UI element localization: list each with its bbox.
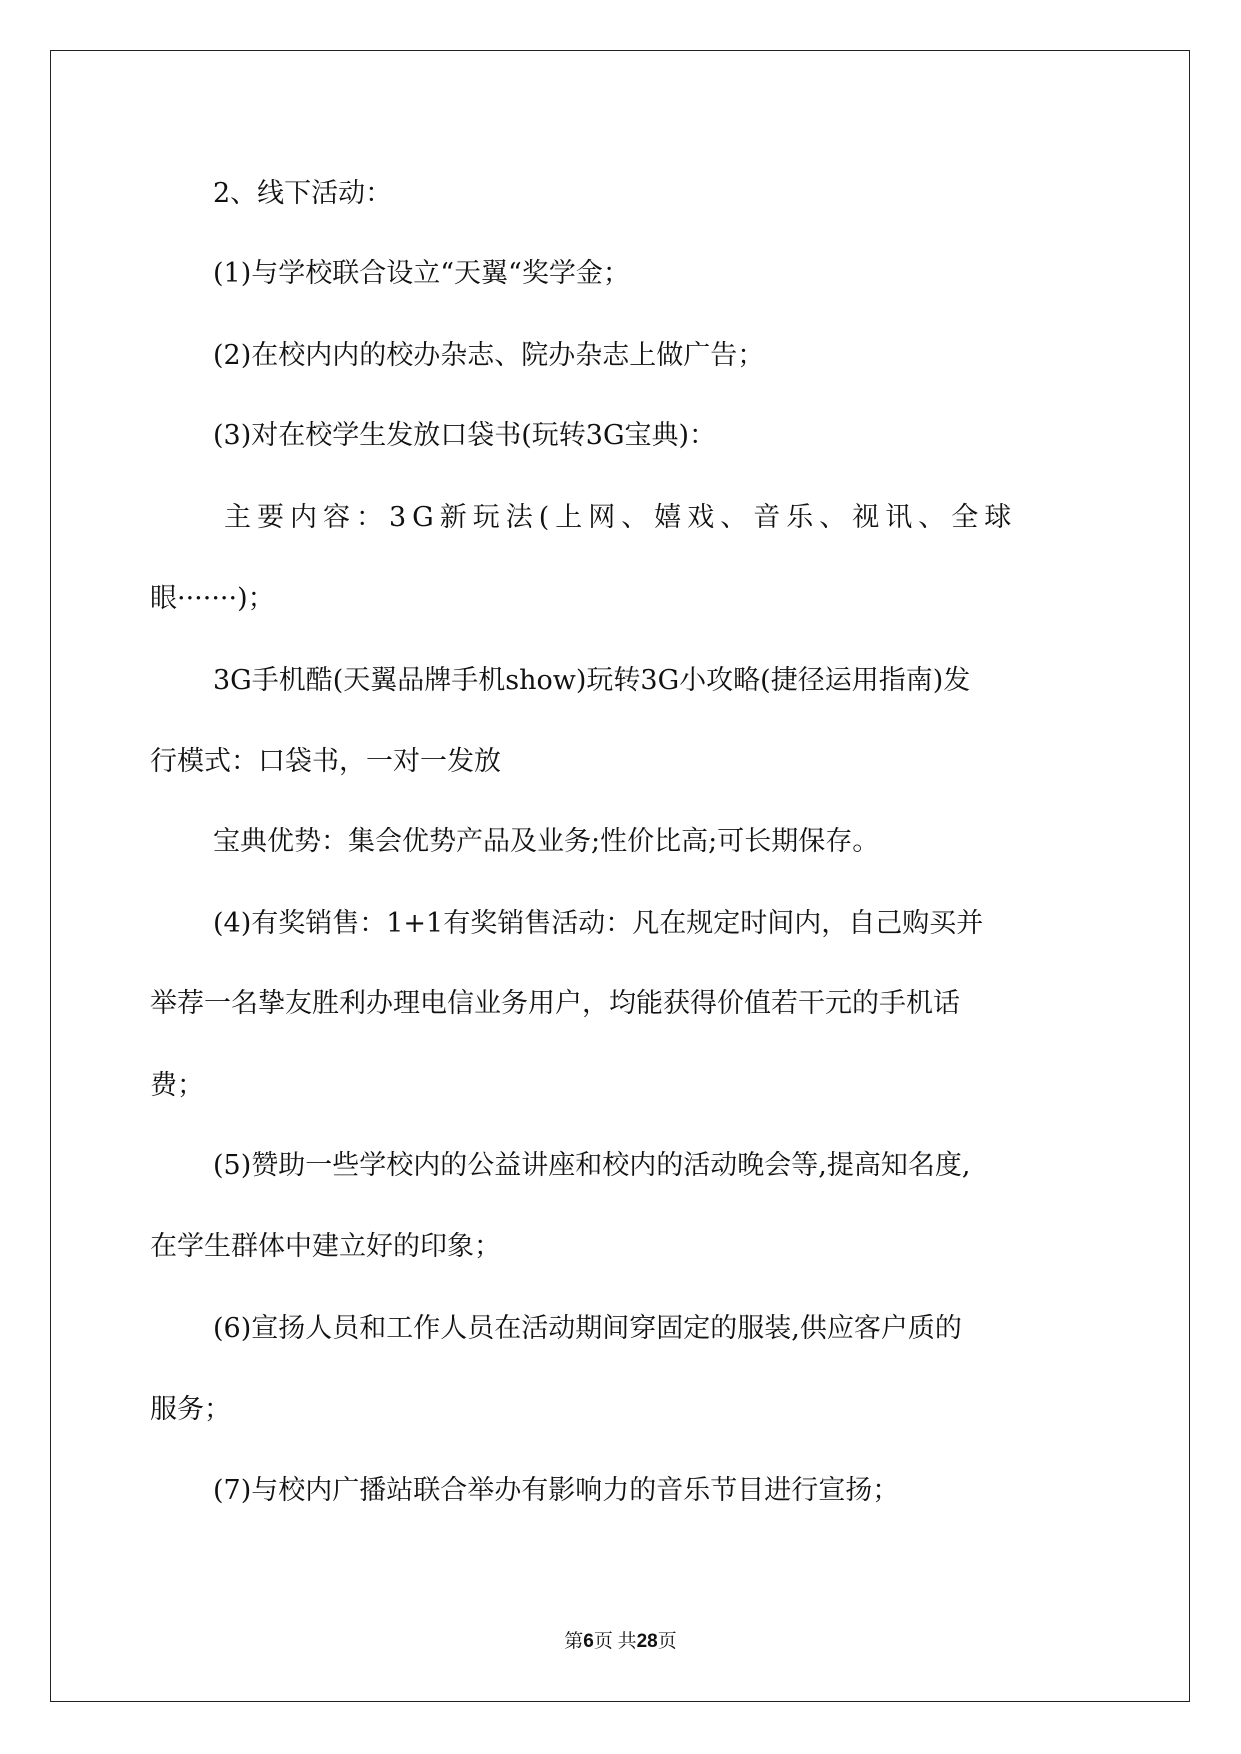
- paragraph-item-4-cont: 举荐一名挚友胜利办理电信业务用户，均能获得价值若干元的手机话: [150, 988, 960, 1019]
- paragraph-item-6-cont: 服务；: [150, 1394, 231, 1425]
- paragraph-item-5-cont: 在学生群体中建立好的印象；: [150, 1231, 501, 1262]
- footer-suffix: 页: [657, 1631, 677, 1652]
- paragraph-3g-phone-cont: 行模式：口袋书，一对一发放: [150, 746, 501, 777]
- paragraph-main-content: 主要内容：3G新玩法(上网、嬉戏、音乐、视讯、全球: [224, 502, 1018, 533]
- paragraph-item-5: (5)赞助一些学校内的公益讲座和校内的活动晚会等,提高知名度,: [213, 1150, 971, 1181]
- paragraph-item-4: (4)有奖销售：1+1有奖销售活动：凡在规定时间内，自己购买并: [213, 908, 984, 939]
- paragraph-item-2: (2)在校内内的校办杂志、院办杂志上做广告；: [213, 340, 765, 371]
- paragraph-item-4-end: 费；: [150, 1070, 204, 1101]
- footer-prefix: 第: [564, 1631, 584, 1652]
- footer-page-number: 6: [583, 1631, 594, 1652]
- paragraph-main-content-cont: 眼·······)；: [150, 583, 275, 614]
- paragraph-advantages: 宝典优势：集会优势产品及业务;性价比高;可长期保存。: [213, 826, 880, 857]
- paragraph-3g-phone: 3G手机酷(天翼品牌手机show)玩转3G小攻略(捷径运用指南)发: [213, 665, 971, 696]
- paragraph-item-7: (7)与校内广播站联合举办有影响力的音乐节目进行宣扬；: [213, 1475, 900, 1506]
- paragraph-item-6: (6)宣扬人员和工作人员在活动期间穿固定的服装,供应客户质的: [213, 1313, 962, 1344]
- page-footer: [0, 1626, 1241, 1653]
- footer-total-pages: 28: [636, 1631, 658, 1652]
- footer-mid: 页 共: [593, 1631, 637, 1652]
- heading-offline-activities: 2、线下活动：: [213, 178, 393, 209]
- paragraph-item-3: (3)对在校学生发放口袋书(玩转3G宝典)：: [213, 420, 717, 451]
- page-border: [50, 50, 1190, 1702]
- paragraph-item-1: (1)与学校联合设立“天翼“奖学金；: [213, 258, 630, 289]
